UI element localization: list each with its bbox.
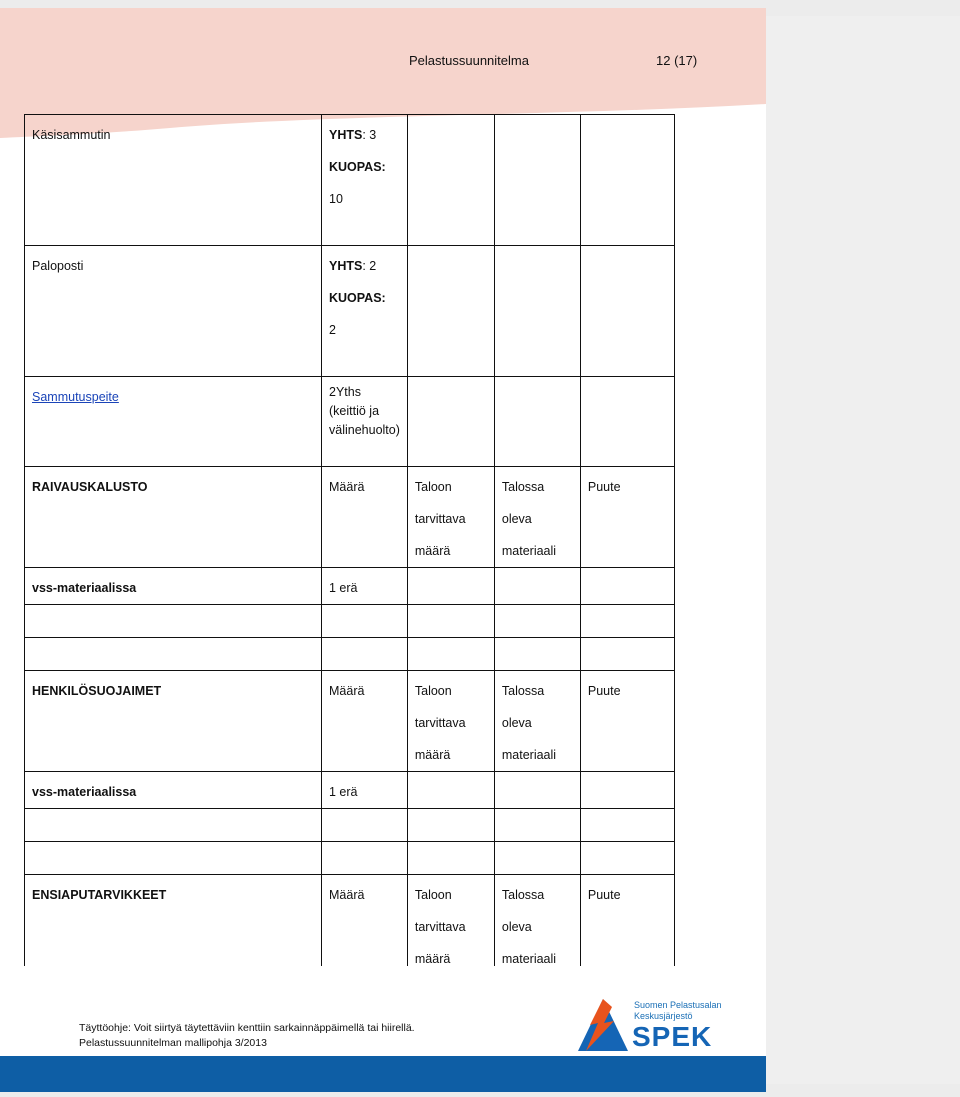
empty-row bbox=[25, 605, 675, 638]
amount-cell[interactable]: YHTS: 3 KUOPAS: 10 bbox=[322, 115, 408, 246]
footer-line-1: Täyttöohje: Voit siirtyä täytettäviin kenttiin sarkainnäppäimellä tai hiirellä. bbox=[79, 1022, 415, 1034]
equipment-table bbox=[24, 114, 675, 985]
page-number: 12 (17) bbox=[656, 53, 698, 68]
section-title: HENKILÖSUOJAIMET bbox=[25, 671, 322, 772]
empty-row bbox=[25, 809, 675, 842]
needed-cell[interactable] bbox=[407, 115, 494, 246]
empty-row bbox=[25, 638, 675, 671]
amount-cell[interactable] bbox=[322, 842, 408, 875]
footer-line-2: Pelastussuunnitelman mallipohja 3/2013 bbox=[79, 1037, 267, 1049]
shortage-cell[interactable] bbox=[580, 842, 674, 875]
page-gutter bbox=[766, 16, 960, 1084]
col-header-puute: Puute bbox=[580, 467, 674, 568]
col-header-talossa: Talossa oleva materiaali bbox=[494, 875, 580, 985]
table-row bbox=[25, 568, 675, 605]
amount-cell[interactable]: YHTS: 2 KUOPAS: 2 bbox=[322, 246, 408, 377]
shortage-cell[interactable] bbox=[580, 246, 674, 377]
section-title: ENSIAPUTARVIKKEET bbox=[25, 875, 322, 985]
shortage-cell[interactable] bbox=[580, 605, 674, 638]
existing-cell[interactable] bbox=[494, 809, 580, 842]
col-header-tarvittava: Taloon tarvittava määrä bbox=[407, 671, 494, 772]
existing-cell[interactable] bbox=[494, 115, 580, 246]
document-page bbox=[0, 8, 766, 1092]
document-title: Pelastussuunnitelma bbox=[409, 53, 529, 68]
section-header-row bbox=[25, 671, 675, 772]
shortage-cell[interactable] bbox=[580, 377, 674, 467]
amount-cell[interactable]: 1 erä bbox=[322, 772, 408, 809]
col-header-tarvittava: Taloon tarvittava määrä bbox=[407, 467, 494, 568]
item-name-cell[interactable]: Paloposti bbox=[25, 246, 322, 377]
needed-cell[interactable] bbox=[407, 638, 494, 671]
section-header-row bbox=[25, 467, 675, 568]
existing-cell[interactable] bbox=[494, 842, 580, 875]
needed-cell[interactable] bbox=[407, 842, 494, 875]
item-name-cell[interactable] bbox=[25, 638, 322, 671]
amount-cell[interactable] bbox=[322, 809, 408, 842]
table-row bbox=[25, 246, 675, 377]
col-header-talossa: Talossa oleva materiaali bbox=[494, 467, 580, 568]
table-row bbox=[25, 772, 675, 809]
section-title: RAIVAUSKALUSTO bbox=[25, 467, 322, 568]
item-name-cell[interactable]: Käsisammutin bbox=[25, 115, 322, 246]
amount-cell[interactable]: 1 erä bbox=[322, 568, 408, 605]
needed-cell[interactable] bbox=[407, 605, 494, 638]
col-header-maara: Määrä bbox=[322, 875, 408, 985]
table-row bbox=[25, 115, 675, 246]
item-name-cell[interactable] bbox=[25, 605, 322, 638]
shortage-cell[interactable] bbox=[580, 638, 674, 671]
needed-cell[interactable] bbox=[407, 809, 494, 842]
sammutuspeite-link[interactable]: Sammutuspeite bbox=[32, 390, 119, 404]
item-name-cell[interactable] bbox=[25, 842, 322, 875]
shortage-cell[interactable] bbox=[580, 115, 674, 246]
existing-cell[interactable] bbox=[494, 605, 580, 638]
existing-cell[interactable] bbox=[494, 246, 580, 377]
item-name-cell[interactable]: vss-materiaalissa bbox=[25, 568, 322, 605]
footer-bar bbox=[0, 1056, 766, 1092]
empty-row bbox=[25, 842, 675, 875]
shortage-cell[interactable] bbox=[580, 809, 674, 842]
amount-cell[interactable]: 2Yths (keittiö ja välinehuolto) bbox=[322, 377, 408, 467]
item-name-cell[interactable] bbox=[25, 809, 322, 842]
logo-organization: Suomen Pelastusalan Keskusjärjestö bbox=[634, 1000, 722, 1021]
col-header-tarvittava: Taloon tarvittava määrä bbox=[407, 875, 494, 985]
amount-cell[interactable] bbox=[322, 605, 408, 638]
existing-cell[interactable] bbox=[494, 772, 580, 809]
logo-wordmark: SPEK bbox=[632, 1021, 713, 1052]
needed-cell[interactable] bbox=[407, 377, 494, 467]
existing-cell[interactable] bbox=[494, 638, 580, 671]
col-header-puute: Puute bbox=[580, 875, 674, 985]
shortage-cell[interactable] bbox=[580, 772, 674, 809]
existing-cell[interactable] bbox=[494, 377, 580, 467]
col-header-maara: Määrä bbox=[322, 467, 408, 568]
needed-cell[interactable] bbox=[407, 568, 494, 605]
needed-cell[interactable] bbox=[407, 772, 494, 809]
footer-instructions bbox=[79, 1021, 415, 1051]
shortage-cell[interactable] bbox=[580, 568, 674, 605]
needed-cell[interactable] bbox=[407, 246, 494, 377]
item-name-cell[interactable] bbox=[25, 377, 322, 467]
table-row bbox=[25, 377, 675, 467]
item-name-cell[interactable]: vss-materiaalissa bbox=[25, 772, 322, 809]
col-header-puute: Puute bbox=[580, 671, 674, 772]
col-header-maara: Määrä bbox=[322, 671, 408, 772]
col-header-talossa: Talossa oleva materiaali bbox=[494, 671, 580, 772]
existing-cell[interactable] bbox=[494, 568, 580, 605]
amount-cell[interactable] bbox=[322, 638, 408, 671]
